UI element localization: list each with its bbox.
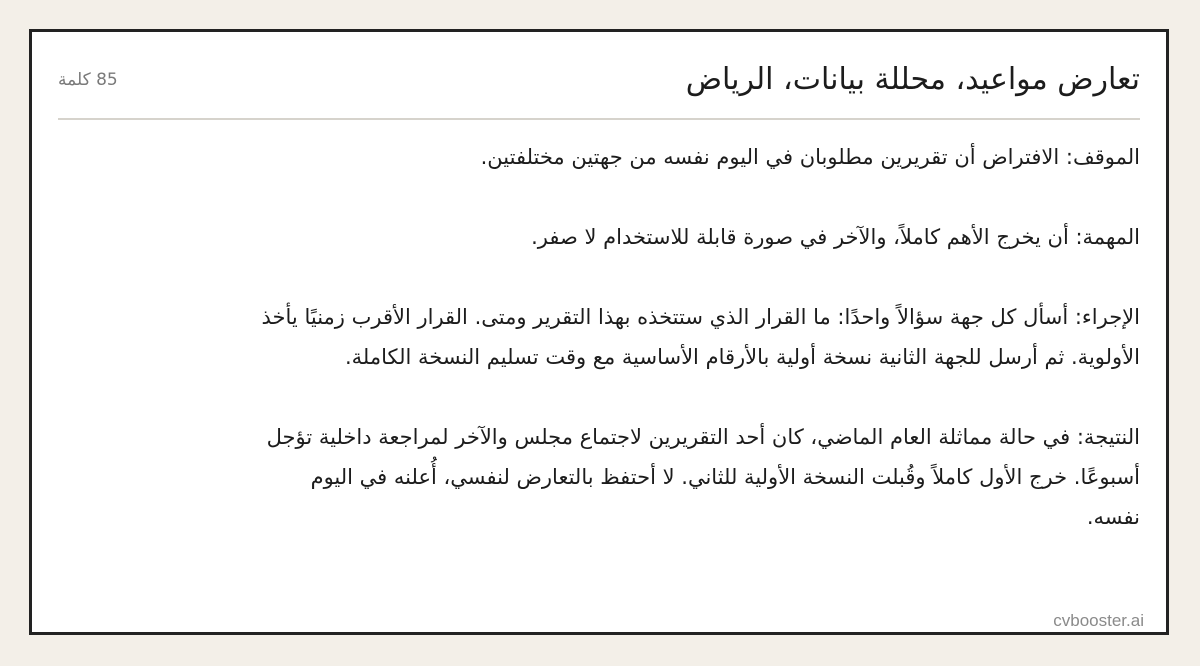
card-header bbox=[58, 62, 1140, 120]
word-count-badge: 85 كلمة bbox=[58, 70, 118, 90]
result-paragraph: النتيجة: في حالة مماثلة العام الماضي، كان أحد التقريرين لاجتماع مجلس والآخر لمراجعة داخلية تؤجل أسبوعًا. خرج الأول كاملاً وقُبلت النسخة الأولية للثاني. لا أحتفظ بالتعارض لنفسي، أُعلنه في اليوم نفسه. bbox=[266, 425, 1140, 529]
answer-card bbox=[29, 29, 1169, 635]
task-paragraph: المهمة: أن يخرج الأهم كاملاً، والآخر في صورة قابلة للاستخدام لا صفر. bbox=[531, 225, 1140, 249]
answer-body bbox=[260, 137, 1140, 537]
brand-watermark: cvbooster.ai bbox=[1053, 611, 1144, 630]
situation-paragraph: الموقف: الافتراض أن تقريرين مطلوبان في اليوم نفسه من جهتين مختلفتين. bbox=[480, 145, 1140, 169]
action-paragraph: الإجراء: أسأل كل جهة سؤالاً واحدًا: ما القرار الذي ستتخذه بهذا التقرير ومتى. القرار الأقرب زمنيًا يأخذ الأولوية. ثم أرسل للجهة الثانية نسخة أولية بالأرقام الأساسية مع وقت تسليم النسخة الكاملة. bbox=[261, 305, 1140, 369]
page-title: تعارض مواعيد، محللة بيانات، الرياض bbox=[685, 62, 1140, 97]
